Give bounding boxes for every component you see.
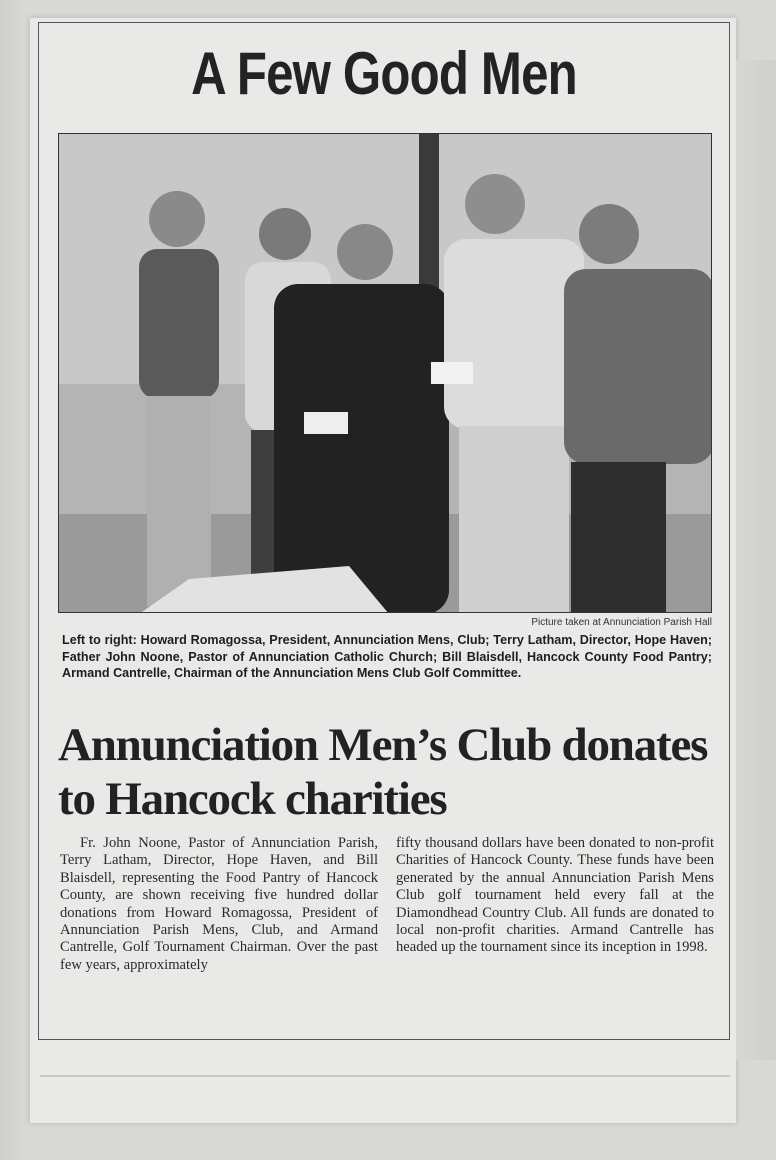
photo-illustration [59, 134, 712, 613]
article-column-2: fifty thousand dollars have been donated to non-profit Charities of Hancock County. These funds have been generated by the annual Annunciation Parish Mens Club golf tournament held every fall at the Diamondhead Country Club. All funds are donated to local non-profit charities. Armand Cantrelle has headed up the tournament since its inception in 1998. [396, 835, 714, 956]
group-photo [58, 133, 712, 613]
scan-background-left [0, 0, 30, 1160]
person-howard-romagossa [139, 191, 219, 606]
article-title: Annunciation Men’s Club donates to Hancock charities [58, 719, 708, 825]
page-fold-line [40, 1075, 730, 1077]
headline: A Few Good Men [191, 40, 577, 107]
photo-caption: Left to right: Howard Romagossa, President, Annunciation Mens, Club; Terry Latham, Director, Hope Haven; Father John Noone, Pastor of Annunciation Catholic Church; Bill Blaisdell, Hancock County Food Pantry; Armand Cantrelle, Chairman of the Annunciation Mens Club Golf Committee. [62, 633, 712, 680]
scan-background-right [736, 60, 776, 1060]
photo-credit: Picture taken at Annunciation Parish Hall [531, 617, 712, 628]
article-column-1: Fr. John Noone, Pastor of Annunciation Parish, Terry Latham, Director, Hope Haven, and Bill Blaisdell, representing the Food Pantry of Hancock County, are shown receiving five hundred dollar donations from Howard Romagossa, President of Annunciation Parish Mens, Club, and Armand Cantrelle, Golf Tournament Chairman. Over the past few years, approximately [60, 835, 378, 973]
